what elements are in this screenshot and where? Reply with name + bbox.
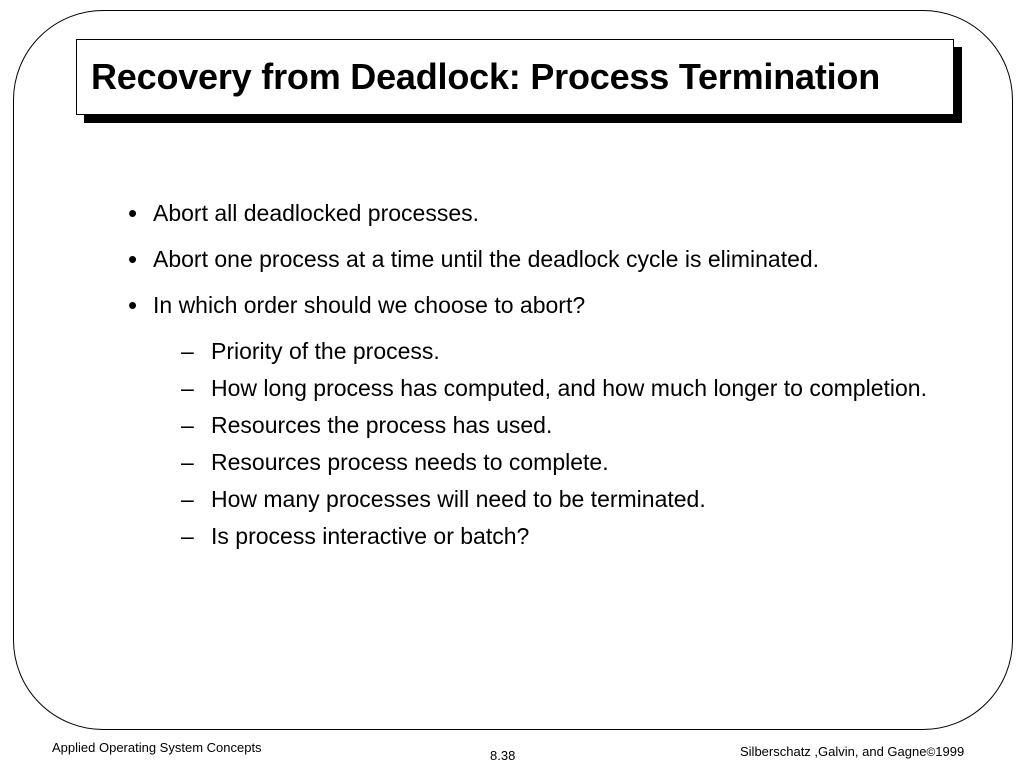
footer-course-title: Applied Operating System Concepts [52,740,262,755]
sub-bullet-item [124,410,944,440]
bullet-item [124,198,944,228]
bullet-text: In which order should we choose to abort? [153,292,586,318]
dash-icon: – [181,338,194,364]
bullet-icon: • [128,244,138,274]
footer-year: 1999 [935,744,965,759]
slide-title: Recovery from Deadlock: Process Termination [91,56,881,97]
sub-bullet-text: How many processes will need to be terminated. [211,486,706,512]
sub-bullet-text: Resources process needs to complete. [211,449,609,475]
bullet-list [124,198,944,558]
dash-icon: – [181,449,194,475]
dash-icon: – [181,375,194,401]
footer-credits [740,744,964,759]
sub-bullet-list [124,336,944,551]
bullet-icon: • [128,290,138,320]
sub-bullet-text: Is process interactive or batch? [211,523,530,549]
sub-bullet-text: How long process has computed, and how much longer to completion. [211,375,927,401]
sub-bullet-text: Priority of the process. [211,338,440,364]
sub-bullet-text: Resources the process has used. [211,412,553,438]
sub-bullet-item [124,447,944,477]
footer-page-number: 8.38 [490,748,516,763]
sub-bullet-item [124,336,944,366]
dash-icon: – [181,486,194,512]
copyright-icon: © [926,745,936,759]
sub-bullet-item [124,373,944,403]
bullet-icon: • [128,198,138,228]
bullet-text: Abort all deadlocked processes. [153,200,480,226]
footer-authors: Silberschatz ,Galvin, and Gagne [740,744,927,759]
dash-icon: – [181,412,194,438]
sub-bullet-item [124,484,944,514]
dash-icon: – [181,523,194,549]
title-box [76,39,954,115]
bullet-text: Abort one process at a time until the deadlock cycle is eliminated. [153,246,820,272]
bullet-item [124,244,944,274]
sub-bullet-item [124,521,944,551]
bullet-item [124,290,944,320]
